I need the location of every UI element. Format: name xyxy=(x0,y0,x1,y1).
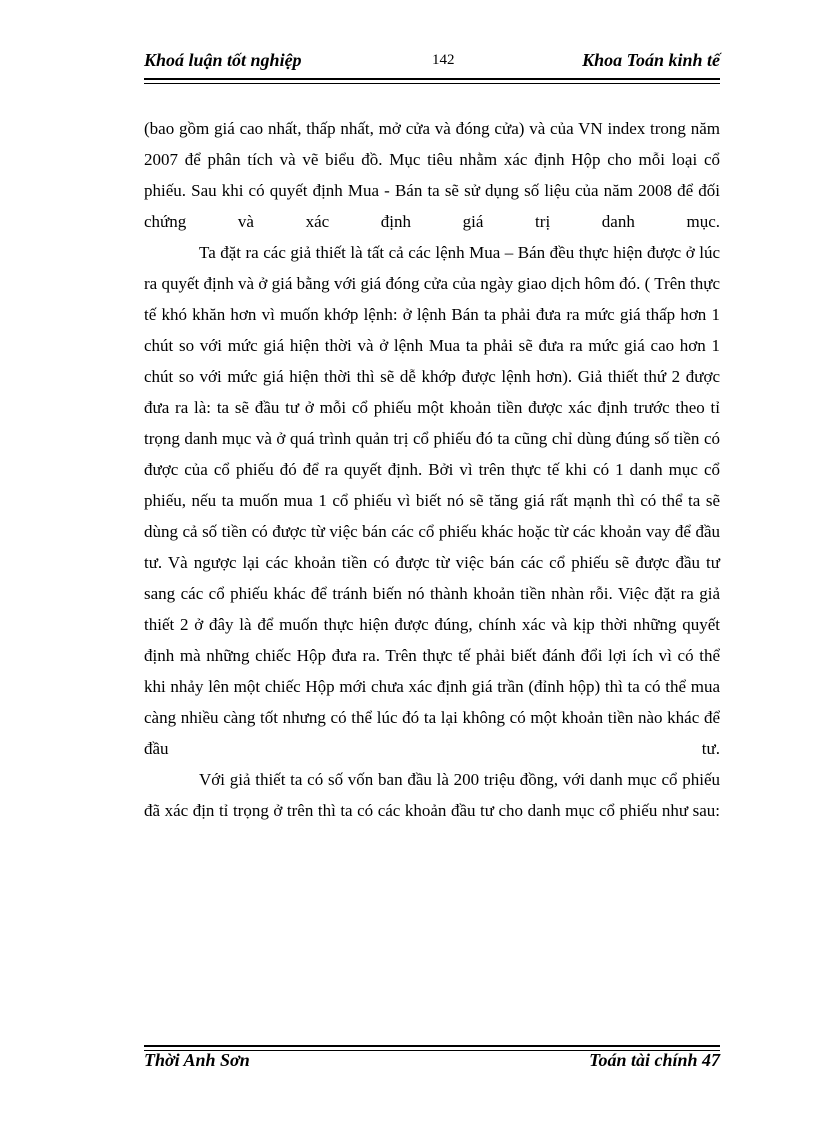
paragraph-3: Với giả thiết ta có số vốn ban đầu là 200 triệu đồng, với danh mục cổ phiếu đã xác địn tỉ trọng ở trên thì ta có các khoản đầu tư cho danh mục cổ phiếu như sau: xyxy=(144,770,720,820)
page-number: 142 xyxy=(432,52,455,68)
paragraph-2: Ta đặt ra các giả thiết là tất cả các lệnh Mua – Bán đều thực hiện được ở lúc ra quyết định và ở giá bằng với giá đóng cửa của ngày giao dịch hôm đó. ( Trên thực tế khó khăn hơn vì muốn khớp lệnh: ở lệnh Bán ta phải đưa ra mức giá thấp hơn 1 chút so với mức giá hiện thời và ở lệnh Mua ta phải sẽ đưa ra mức giá cao hơn 1 chút so với mức giá hiện thời thì sẽ dễ khớp được lệnh hơn). Giả thiết thứ 2 được đưa ra là: ta sẽ đầu tư ở mỗi cổ phiếu một khoản tiền được xác định trước theo tỉ trọng danh mục và ở quá trình quản trị cổ phiếu đó ta cũng chỉ dùng đúng số tiền có được của cổ phiếu đó để ra quyết định. Bởi vì trên thực tế khi có 1 danh mục cổ phiếu, nếu ta muốn mua 1 cổ phiếu vì biết nó sẽ tăng giá rất mạnh thì có thể ta sẽ dùng cả số tiền có được từ việc bán các cổ phiếu khác hoặc từ các khoản vay để đầu tư. Và ngược lại các khoản tiền có được từ việc bán các cổ phiếu sẽ được đầu tư sang các cổ phiếu khác để tránh biến nó thành khoản tiền nhàn rỗi. Việc đặt ra giả thiết 2 ở đây là để muốn thực hiện được đúng, chính xác và kịp thời những quyết định mà những chiếc Hộp đưa ra. Trên thực tế phải biết đánh đổi lợi ích vì có thể khi nhảy lên một chiếc Hộp mới chưa xác định giá trần (đỉnh hộp) thì ta có thể mua càng nhiều càng tốt nhưng có thể lúc đó ta lại không có một khoản tiền nào khác để đầu tư. xyxy=(144,243,720,758)
header-thesis-title: Khoá luận tốt nghiệp xyxy=(144,50,302,70)
document-body xyxy=(144,113,720,826)
header-divider xyxy=(144,78,720,84)
footer-class: Toán tài chính 47 xyxy=(589,1050,720,1070)
page-header xyxy=(144,50,720,76)
page-footer xyxy=(144,1050,720,1076)
paragraph-1: (bao gồm giá cao nhất, thấp nhất, mở cửa và đóng cửa) và của VN index trong năm 2007 để phân tích và vẽ biểu đồ. Mục tiêu nhằm xác định Hộp cho mỗi loại cổ phiếu. Sau khi có quyết định Mua - Bán ta sẽ sử dụng số liệu của năm 2008 để đối chứng và xác định giá trị danh mục. xyxy=(144,119,720,231)
footer-author: Thời Anh Sơn xyxy=(144,1050,250,1070)
header-faculty: Khoa Toán kinh tế xyxy=(582,50,720,70)
